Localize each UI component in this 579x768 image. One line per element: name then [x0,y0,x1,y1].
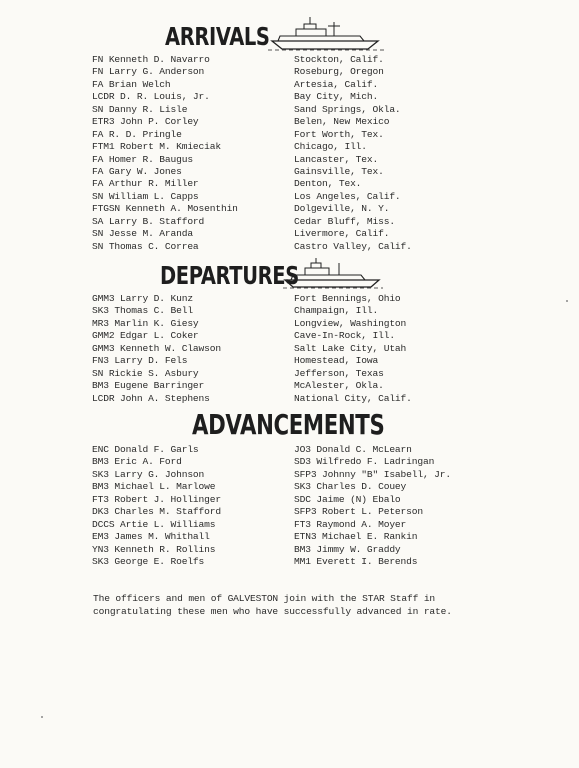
departure-destination: National City, Calif. [294,392,412,404]
arrival-hometown: Bay City, Mich. [294,91,379,103]
arrivals-names-list [92,54,238,253]
arrival-name: FA Gary W. Jones [92,165,182,177]
advancement-name: SD3 Wilfredo F. Ladringan [294,456,435,468]
arrival-name: FTGSN Kenneth A. Mosenthin [92,203,238,215]
departures-places-list [294,293,412,405]
ship-icon [268,16,386,52]
arrival-name: LCDR D. R. Louis, Jr. [92,91,210,103]
departure-destination: Homestead, Iowa [294,355,379,367]
arrival-name: SN Thomas C. Correa [92,240,199,252]
arrival-name: SN Danny R. Lisle [92,103,188,115]
advancement-name: EM3 James M. Whithall [92,531,210,543]
advancement-name: FT3 Raymond A. Moyer [294,518,407,530]
arrivals-places-list [294,54,412,253]
arrival-name: FN Larry G. Anderson [92,66,205,78]
arrival-name: FA Arthur R. Miller [92,178,199,190]
arrival-hometown: Los Angeles, Calif. [294,190,401,202]
arrival-hometown: Stockton, Calif. [294,54,384,65]
arrival-hometown: Roseburg, Oregon [294,66,384,78]
advancement-name: ENC Donald F. Garls [92,444,199,455]
advancements-left-list [92,444,221,568]
departure-name: FN3 Larry D. Fels [92,355,188,367]
arrival-name: FA Homer R. Baugus [92,153,193,165]
arrivals-heading: ARRIVALS [165,22,270,51]
departure-name: GMM3 Larry D. Kunz [92,293,193,304]
departure-destination: Fort Bennings, Ohio [294,293,401,304]
arrival-hometown: Chicago, Ill. [294,141,367,153]
advancement-name: MM1 Everett I. Berends [294,555,418,567]
advancement-name: SK3 George E. Roelfs [92,555,205,567]
advancement-name: DK3 Charles M. Stafford [92,506,221,518]
arrival-hometown: Castro Valley, Calif. [294,240,412,252]
advancement-name: SK3 Charles D. Couey [294,481,407,493]
departure-name: MR3 Marlin K. Giesy [92,317,199,329]
departure-destination: Jefferson, Texas [294,367,384,379]
arrival-name: SN Jesse M. Aranda [92,228,193,240]
arrival-name: FTM1 Robert M. Kmieciak [92,141,221,153]
advancement-name: BM3 Jimmy W. Graddy [294,543,401,555]
arrival-name: FN Kenneth D. Navarro [92,54,210,65]
arrival-hometown: Dolgeville, N. Y. [294,203,390,215]
paper-speck [41,716,43,718]
advancement-name: JO3 Donald C. McLearn [294,444,412,455]
arrival-name: SA Larry B. Stafford [92,215,205,227]
arrival-hometown: Sand Springs, Okla. [294,103,401,115]
arrival-hometown: Belen, New Mexico [294,116,390,128]
arrival-hometown: Livermore, Calif. [294,228,390,240]
departure-name: SN Rickie S. Asbury [92,367,199,379]
arrival-hometown: Denton, Tex. [294,178,362,190]
arrival-name: FA Brian Welch [92,78,171,90]
advancements-heading: ADVANCEMENTS [192,408,385,441]
advancement-name: SDC Jaime (N) Ebalo [294,493,401,505]
advancement-name: SFP3 Johnny "B" Isabell, Jr. [294,468,452,480]
advancement-name: ETN3 Michael E. Rankin [294,531,418,543]
arrival-name: FA R. D. Pringle [92,128,182,140]
departure-destination: Salt Lake City, Utah [294,342,407,354]
arrival-hometown: Lancaster, Tex. [294,153,379,165]
paper-speck [566,300,568,302]
departure-destination: Longview, Washington [294,317,407,329]
departure-destination: Champaign, Ill. [294,305,379,317]
arrival-hometown: Fort Worth, Tex. [294,128,384,140]
advancement-name: YN3 Kenneth R. Rollins [92,543,216,555]
advancement-name: BM3 Eric A. Ford [92,456,182,468]
departure-name: BM3 Eugene Barringer [92,380,205,392]
ship-icon [283,258,383,290]
departure-name: LCDR John A. Stephens [92,392,210,404]
arrival-hometown: Artesia, Calif. [294,78,379,90]
advancement-name: SK3 Larry G. Johnson [92,468,205,480]
advancements-right-list [294,444,451,568]
advancement-name: SFP3 Robert L. Peterson [294,506,423,518]
advancement-name: BM3 Michael L. Marlowe [92,481,216,493]
departures-names-list [92,293,221,405]
arrival-hometown: Cedar Bluff, Miss. [294,215,395,227]
departure-name: GMM3 Kenneth W. Clawson [92,342,221,354]
closing-paragraph: The officers and men of GALVESTON join with the STAR Staff in congratulating these men who have successfully advanced in rate. [93,593,452,617]
arrival-hometown: Gainsville, Tex. [294,165,384,177]
arrival-name: ETR3 John P. Corley [92,116,199,128]
departures-heading: DEPARTURES [160,261,299,290]
advancement-name: FT3 Robert J. Hollinger [92,493,221,505]
departure-destination: McAlester, Okla. [294,380,384,392]
departure-name: SK3 Thomas C. Bell [92,305,193,317]
advancement-name: DCCS Artie L. Williams [92,518,216,530]
arrival-name: SN William L. Capps [92,190,199,202]
departure-destination: Cave-In-Rock, Ill. [294,330,395,342]
departure-name: GMM2 Edgar L. Coker [92,330,199,342]
